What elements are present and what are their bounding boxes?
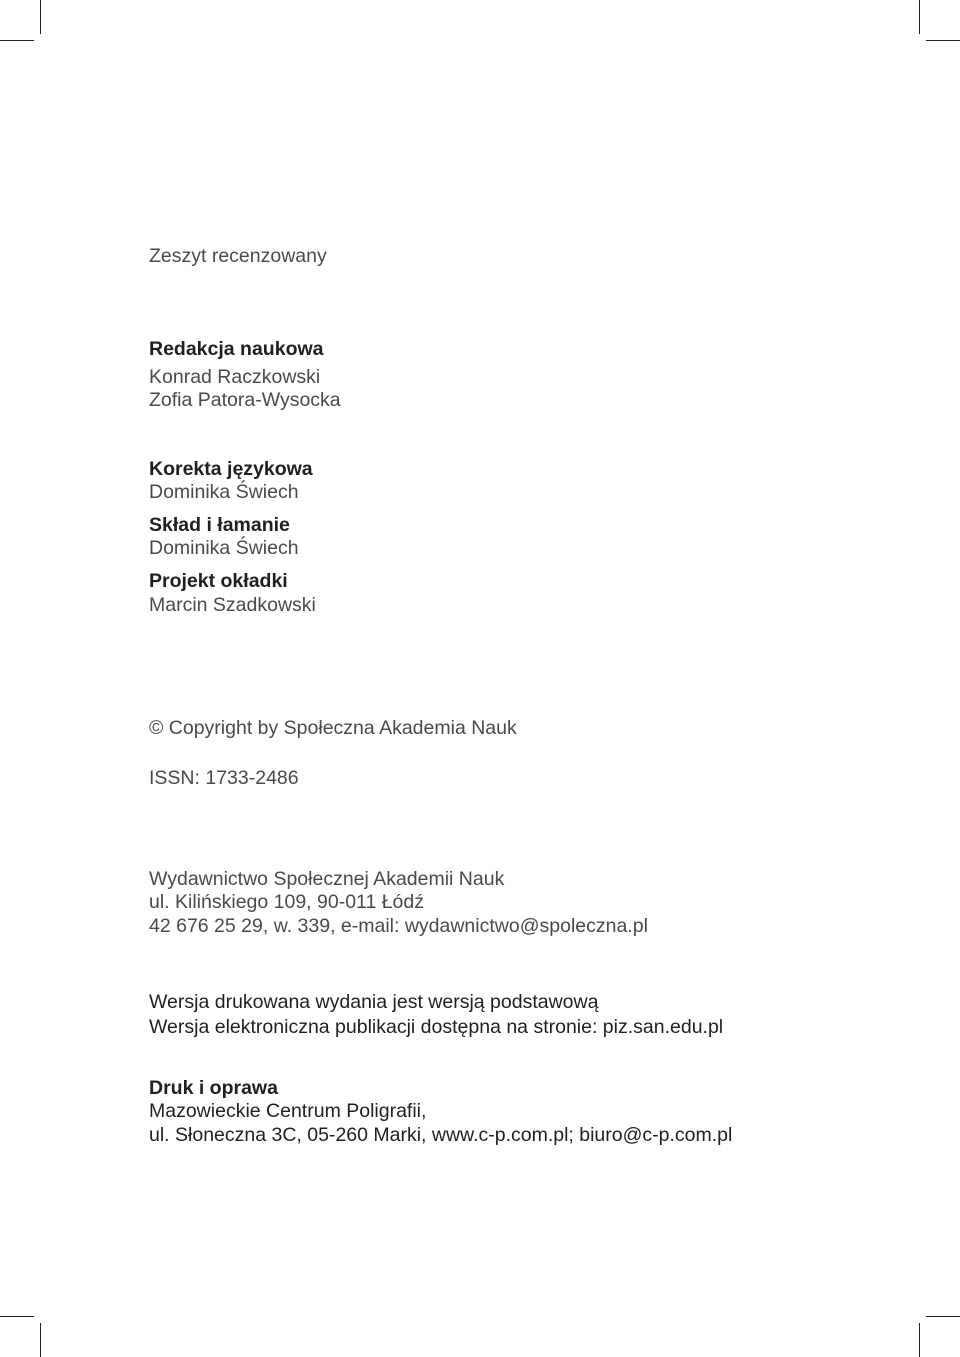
scientific-editors-heading: Redakcja naukowa bbox=[149, 338, 324, 360]
crop-mark-top-left-vertical bbox=[40, 0, 41, 34]
electronic-version-note: Wersja elektroniczna publikacji dostępna na stronie: piz.san.edu.pl bbox=[149, 1016, 724, 1038]
publisher-address: ul. Kilińskiego 109, 90-011 Łódź bbox=[149, 891, 424, 913]
printing-heading: Druk i oprawa bbox=[149, 1077, 278, 1099]
proofreading-name: Dominika Świech bbox=[149, 481, 299, 503]
crop-mark-bottom-right-vertical bbox=[919, 1323, 920, 1357]
cover-design-name: Marcin Szadkowski bbox=[149, 594, 316, 616]
crop-mark-top-left-horizontal bbox=[0, 40, 34, 41]
crop-mark-top-right-horizontal bbox=[926, 40, 960, 41]
typesetting-heading: Skład i łamanie bbox=[149, 514, 290, 536]
proofreading-heading: Korekta językowa bbox=[149, 458, 313, 480]
printing-company: Mazowieckie Centrum Poligrafii, bbox=[149, 1100, 427, 1122]
issn: ISSN: 1733-2486 bbox=[149, 767, 299, 789]
printing-address: ul. Słoneczna 3C, 05-260 Marki, www.c-p.com.pl; biuro@c-p.com.pl bbox=[149, 1124, 733, 1146]
publisher-name: Wydawnictwo Społecznej Akademii Nauk bbox=[149, 868, 505, 890]
crop-mark-bottom-left-horizontal bbox=[0, 1316, 34, 1317]
typesetting-name: Dominika Świech bbox=[149, 537, 299, 559]
crop-mark-bottom-right-horizontal bbox=[926, 1316, 960, 1317]
scientific-editor-name: Konrad Raczkowski bbox=[149, 366, 321, 388]
scientific-editor-name: Zofia Patora-Wysocka bbox=[149, 389, 341, 411]
publisher-contact: 42 676 25 29, w. 339, e-mail: wydawnictwo@spoleczna.pl bbox=[149, 915, 648, 937]
crop-mark-top-right-vertical bbox=[919, 0, 920, 34]
print-version-note: Wersja drukowana wydania jest wersją podstawową bbox=[149, 991, 599, 1013]
crop-mark-bottom-left-vertical bbox=[40, 1323, 41, 1357]
cover-design-heading: Projekt okładki bbox=[149, 570, 288, 592]
review-note: Zeszyt recenzowany bbox=[149, 245, 327, 267]
copyright-notice: © Copyright by Społeczna Akademia Nauk bbox=[149, 717, 517, 739]
